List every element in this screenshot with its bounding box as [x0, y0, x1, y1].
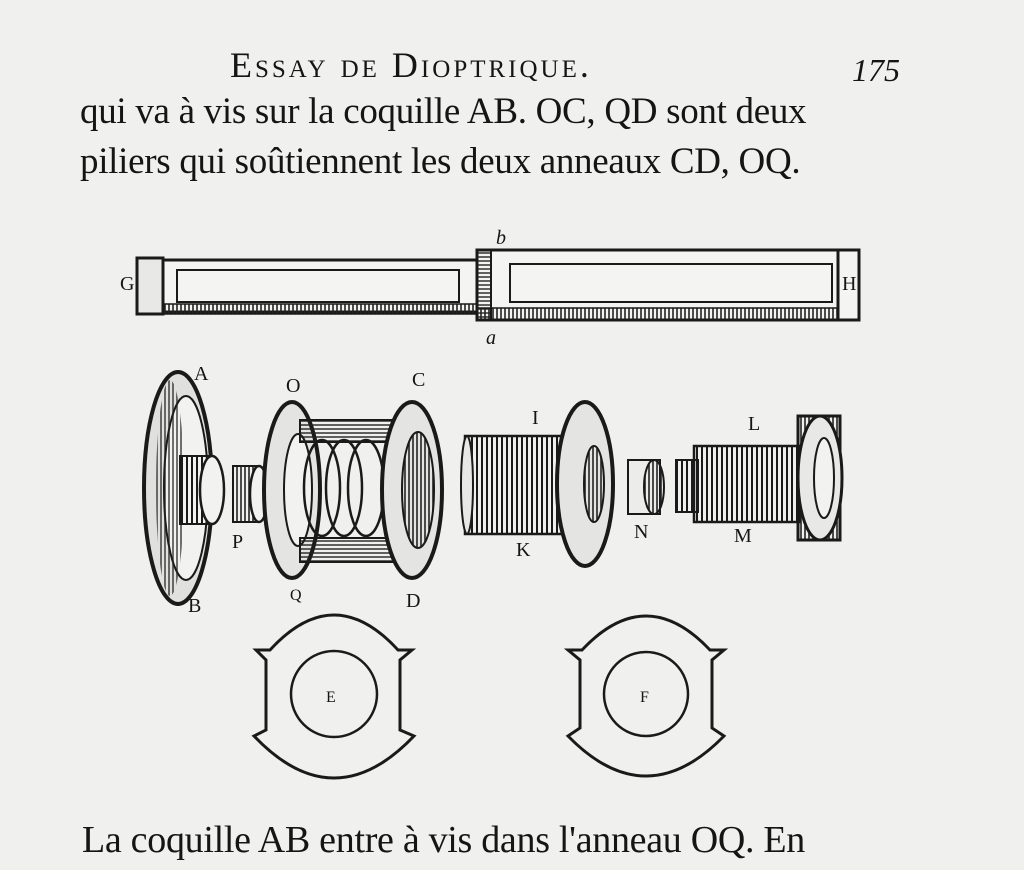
label-B: B: [188, 595, 202, 617]
label-F: F: [640, 689, 649, 706]
label-E: E: [326, 689, 336, 706]
body-text-bottom-line: La coquille AB entre à vis dans l'anneau OQ. En: [82, 819, 805, 861]
lens-cage: [264, 402, 442, 578]
body-text-line-2: piliers qui soûtiennent les deux anneaux CD, OQ.: [80, 141, 801, 182]
label-K: K: [516, 539, 531, 561]
label-N: N: [634, 521, 649, 543]
label-h: H: [842, 273, 857, 295]
label-g: G: [120, 273, 135, 295]
ring-n: [628, 460, 664, 514]
label-M: M: [734, 525, 752, 547]
label-C: C: [412, 369, 426, 391]
body-text-line-1: qui va à vis sur la coquille AB. OC, QD sont deux: [80, 91, 807, 132]
label-P: P: [232, 531, 244, 553]
running-head: Essay de Dioptrique.: [230, 45, 592, 85]
label-I: I: [532, 407, 539, 429]
label-b-lower: b: [496, 227, 506, 249]
label-O: O: [286, 375, 301, 397]
shell-ab: [144, 372, 224, 604]
label-a-lower: a: [486, 327, 496, 349]
label-D: D: [406, 590, 421, 612]
tube-gh: [137, 250, 859, 320]
label-A: A: [194, 363, 209, 385]
label-L: L: [748, 413, 761, 435]
page-number: 175: [852, 52, 900, 88]
label-Q: Q: [290, 587, 302, 604]
